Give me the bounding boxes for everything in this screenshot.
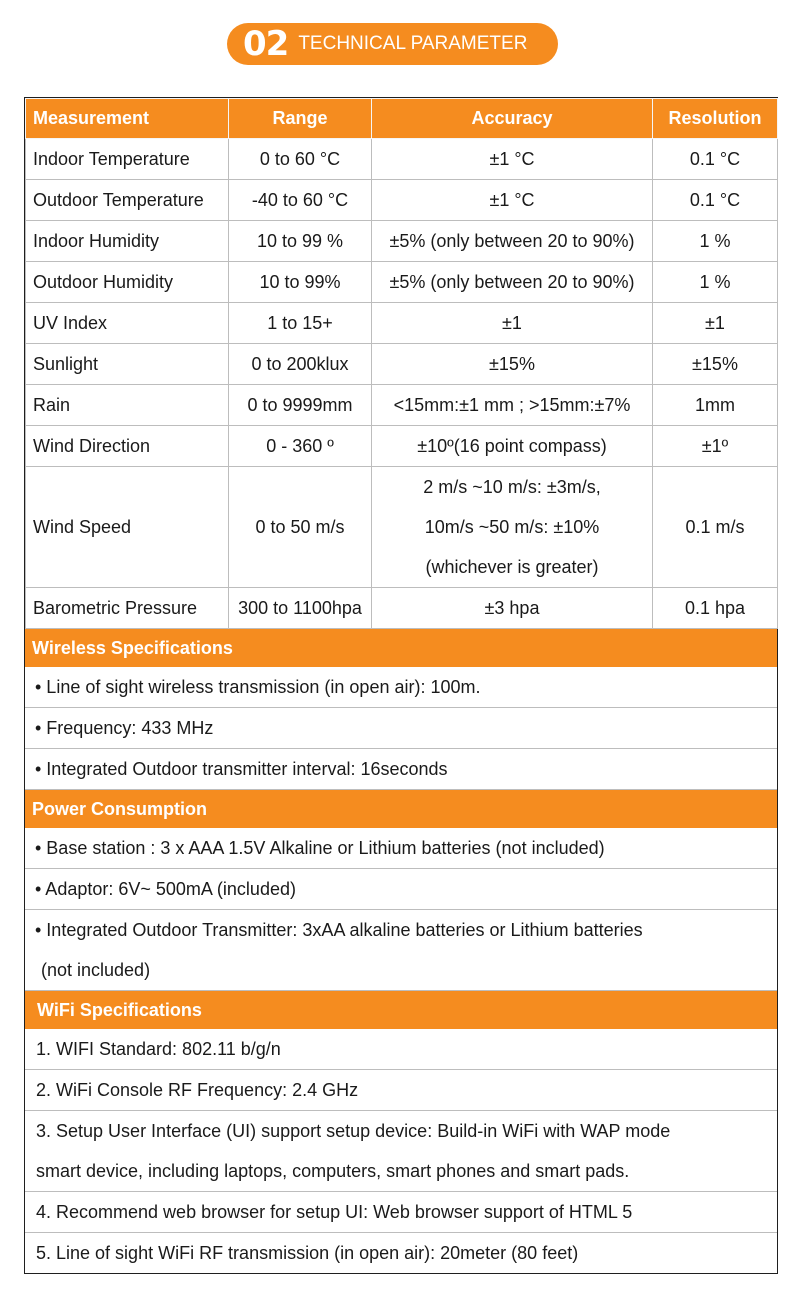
cell-measurement: Wind Speed [26, 467, 229, 588]
cell-resolution: 0.1 °C [653, 139, 778, 180]
cell-measurement: Sunlight [26, 344, 229, 385]
list-item-line: 2. WiFi Console RF Frequency: 2.4 GHz [36, 1080, 359, 1100]
list-item-line: 1. WIFI Standard: 802.11 b/g/n [36, 1039, 281, 1059]
cell-range: 0 to 50 m/s [229, 467, 372, 588]
list-item [25, 1029, 777, 1070]
cell-measurement: UV Index [26, 303, 229, 344]
section-header-pill [227, 23, 558, 65]
accuracy-line: (whichever is greater) [425, 557, 599, 577]
cell-measurement: Outdoor Humidity [26, 262, 229, 303]
wifi-list [25, 1029, 777, 1273]
cell-accuracy [372, 344, 653, 385]
section-number: 02 [243, 24, 289, 64]
accuracy-line: 10m/s ~50 m/s: ±10% [424, 517, 600, 537]
list-item: • Line of sight wireless transmission (in open air): 100m. [25, 667, 777, 708]
cell-accuracy [372, 303, 653, 344]
cell-resolution: 1mm [653, 385, 778, 426]
table-row [26, 180, 778, 221]
cell-measurement: Outdoor Temperature [26, 180, 229, 221]
accuracy-line: <15mm:±1 mm ; >15mm:±7% [393, 395, 631, 415]
cell-measurement: Indoor Humidity [26, 221, 229, 262]
column-header-accuracy: Accuracy [372, 99, 653, 139]
table-row [26, 139, 778, 180]
cell-resolution: ±15% [653, 344, 778, 385]
cell-accuracy [372, 180, 653, 221]
cell-resolution: 0.1 hpa [653, 588, 778, 629]
accuracy-line: ±3 hpa [484, 598, 540, 618]
power-section-title: Power Consumption [25, 790, 777, 828]
wireless-section-title: Wireless Specifications [25, 629, 777, 667]
cell-range: 0 to 9999mm [229, 385, 372, 426]
power-list [25, 828, 777, 991]
cell-measurement: Indoor Temperature [26, 139, 229, 180]
cell-range: 300 to 1100hpa [229, 588, 372, 629]
cell-accuracy [372, 467, 653, 588]
table-row [26, 221, 778, 262]
accuracy-line: ±1 °C [489, 149, 535, 169]
cell-resolution: ±1 [653, 303, 778, 344]
cell-measurement: Rain [26, 385, 229, 426]
table-row [26, 344, 778, 385]
list-item [25, 1192, 777, 1233]
table-row [26, 303, 778, 344]
accuracy-line: ±15% [489, 354, 535, 374]
column-header-range: Range [229, 99, 372, 139]
table-row [26, 467, 778, 588]
cell-accuracy [372, 221, 653, 262]
cell-range: 10 to 99% [229, 262, 372, 303]
cell-accuracy [372, 385, 653, 426]
list-item [25, 828, 777, 869]
accuracy-line: ±5% (only between 20 to 90%) [389, 231, 635, 251]
cell-accuracy [372, 588, 653, 629]
list-item: • Integrated Outdoor transmitter interval: 16seconds [25, 749, 777, 790]
measurement-table-body [26, 139, 778, 629]
list-item-line: • Integrated Outdoor Transmitter: 3xAA alkaline batteries or Lithium batteries [35, 920, 643, 940]
measurement-table [25, 98, 778, 629]
wifi-section-title: WiFi Specifications [25, 991, 777, 1029]
table-row [26, 426, 778, 467]
list-item: • Frequency: 433 MHz [25, 708, 777, 749]
column-header-measurement: Measurement [26, 99, 229, 139]
list-item [25, 1233, 777, 1273]
cell-measurement: Barometric Pressure [26, 588, 229, 629]
list-item-line: smart device, including laptops, computers, smart phones and smart pads. [36, 1161, 630, 1181]
accuracy-line: ±5% (only between 20 to 90%) [389, 272, 635, 292]
list-item [25, 869, 777, 910]
accuracy-line: ±10º(16 point compass) [417, 436, 607, 456]
table-row [26, 385, 778, 426]
section-title: TECHNICAL PARAMETER [298, 33, 528, 54]
table-header-row [26, 99, 778, 139]
cell-accuracy [372, 139, 653, 180]
accuracy-line: ±1 °C [489, 190, 535, 210]
list-item [25, 1070, 777, 1111]
cell-range: 0 - 360 º [229, 426, 372, 467]
cell-resolution: 1 % [653, 221, 778, 262]
cell-resolution: 0.1 °C [653, 180, 778, 221]
cell-range: 10 to 99 % [229, 221, 372, 262]
list-item-line: 3. Setup User Interface (UI) support setup device: Build-in WiFi with WAP mode [36, 1121, 671, 1141]
table-row [26, 588, 778, 629]
list-item [25, 910, 777, 991]
cell-measurement: Wind Direction [26, 426, 229, 467]
cell-accuracy [372, 426, 653, 467]
table-row [26, 262, 778, 303]
accuracy-line: ±1 [502, 313, 522, 333]
cell-resolution: 0.1 m/s [653, 467, 778, 588]
column-header-resolution: Resolution [653, 99, 778, 139]
cell-range: -40 to 60 °C [229, 180, 372, 221]
cell-accuracy [372, 262, 653, 303]
list-item-line: • Base station : 3 x AAA 1.5V Alkaline or Lithium batteries (not included) [35, 838, 605, 858]
wireless-list [25, 667, 777, 790]
list-item-line: • Adaptor: 6V~ 500mA (included) [35, 879, 296, 899]
cell-range: 1 to 15+ [229, 303, 372, 344]
cell-resolution: 1 % [653, 262, 778, 303]
list-item-line: (not included) [41, 960, 151, 980]
accuracy-line: 2 m/s ~10 m/s: ±3m/s, [423, 477, 601, 497]
list-item-line: 4. Recommend web browser for setup UI: Web browser support of HTML 5 [36, 1202, 633, 1222]
list-item-line: 5. Line of sight WiFi RF transmission (in open air): 20meter (80 feet) [36, 1243, 579, 1263]
cell-resolution: ±1º [653, 426, 778, 467]
spec-sheet [24, 97, 778, 1274]
list-item [25, 1111, 777, 1192]
cell-range: 0 to 200klux [229, 344, 372, 385]
cell-range: 0 to 60 °C [229, 139, 372, 180]
